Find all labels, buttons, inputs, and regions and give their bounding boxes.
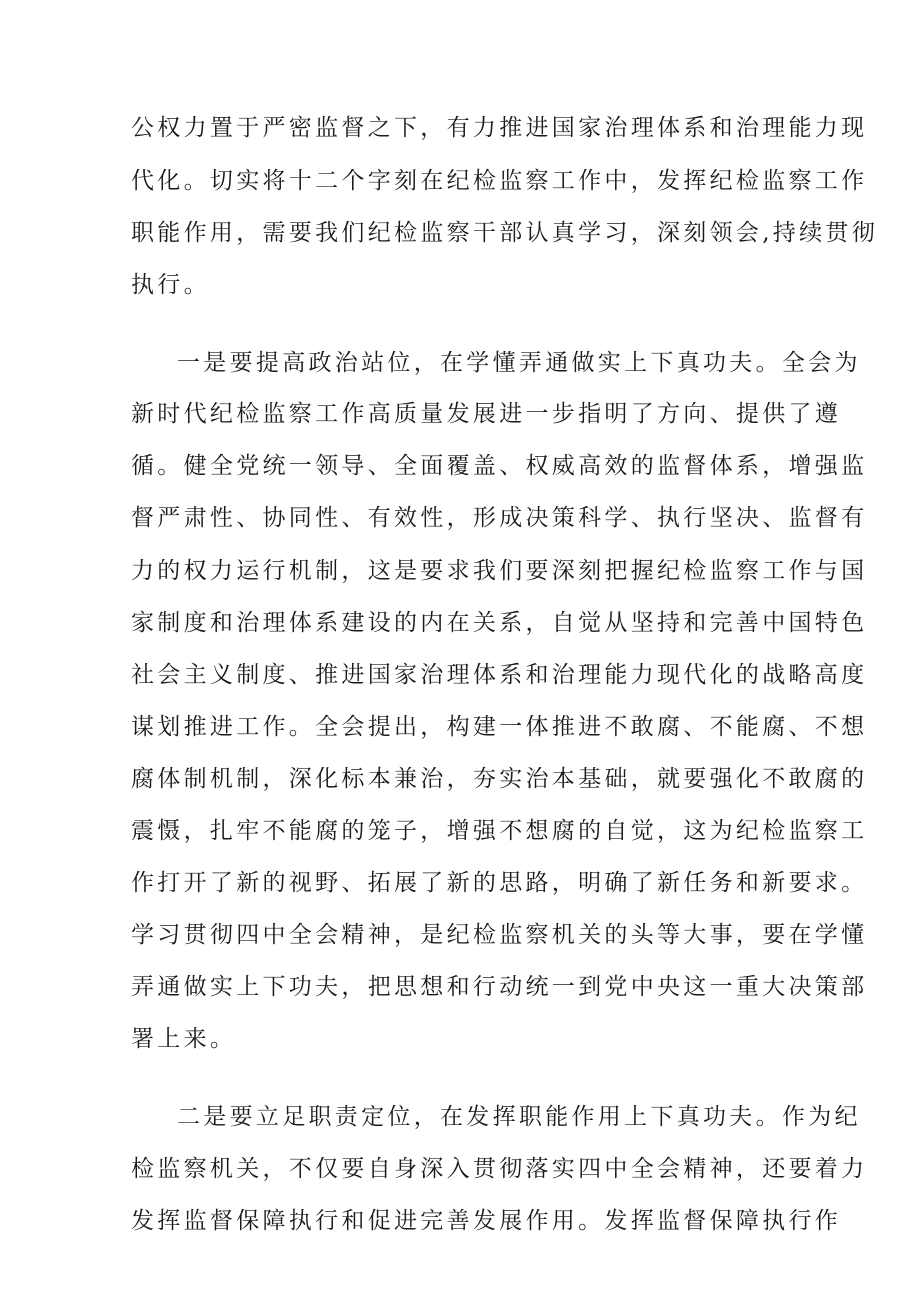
paragraph-line: 力的权力运行机制，这是要求我们要深刻把握纪检监察工作与国 xyxy=(131,558,868,584)
paragraph-line: 代化。切实将十二个字刻在纪检监察工作中，发挥纪检监察工作 xyxy=(131,168,868,194)
paragraph-line: 谋划推进工作。全会提出，构建一体推进不敢腐、不能腐、不想 xyxy=(131,714,868,740)
paragraph-line: 新时代纪检监察工作高质量发展进一步指明了方向、提供了遵 xyxy=(131,401,842,427)
paragraph-line: 循。健全党统一领导、全面覆盖、权威高效的监督体系，增强监 xyxy=(131,453,868,479)
paragraph-line: 职能作用，需要我们纪检监察干部认真学习，深刻领会,持续贯彻 xyxy=(131,220,879,246)
paragraph-line: 公权力置于严密监督之下，有力推进国家治理体系和治理能力现 xyxy=(131,115,868,141)
paragraph-line: 腐体制机制，深化标本兼治，夯实治本基础，就要强化不敢腐的 xyxy=(131,766,868,792)
paragraph-line: 弄通做实上下功夫，把思想和行动统一到党中央这一重大决策部 xyxy=(131,974,868,1000)
paragraph-line: 社会主义制度、推进国家治理体系和治理能力现代化的战略高度 xyxy=(131,662,868,688)
paragraph-line: 二是要立足职责定位，在发挥职能作用上下真功夫。作为纪 xyxy=(177,1104,861,1130)
paragraph-line: 家制度和治理体系建设的内在关系，自觉从坚持和完善中国特色 xyxy=(131,610,868,636)
paragraph-line: 署上来。 xyxy=(131,1026,237,1052)
paragraph-line: 执行。 xyxy=(131,272,210,298)
paragraph-line: 震慑，扎牢不能腐的笼子，增强不想腐的自觉，这为纪检监察工 xyxy=(131,818,868,844)
paragraph-line: 作打开了新的视野、拓展了新的思路，明确了新任务和新要求。 xyxy=(131,870,868,896)
paragraph-line: 一是要提高政治站位，在学懂弄通做实上下真功夫。全会为 xyxy=(177,350,861,376)
paragraph-line: 检监察机关，不仅要自身深入贯彻落实四中全会精神，还要着力 xyxy=(131,1156,868,1182)
paragraph-line: 发挥监督保障执行和促进完善发展作用。发挥监督保障执行作 xyxy=(131,1208,842,1234)
paragraph-line: 督严肃性、协同性、有效性，形成决策科学、执行坚决、监督有 xyxy=(131,505,868,531)
paragraph-line: 学习贯彻四中全会精神，是纪检监察机关的头等大事，要在学懂 xyxy=(131,922,868,948)
